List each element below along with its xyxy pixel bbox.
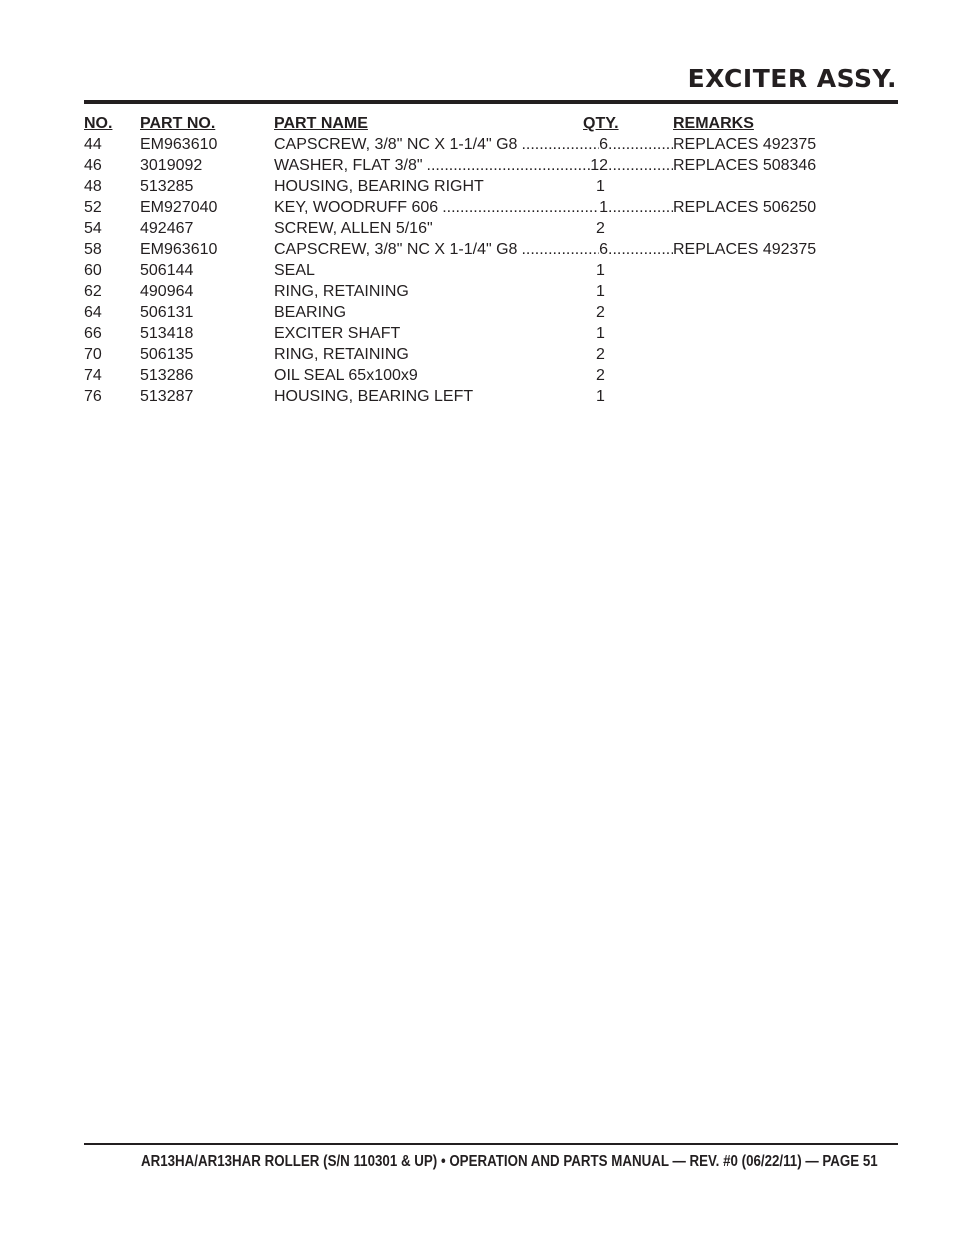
row-qty: 2: [596, 304, 605, 321]
row-part-no: 513286: [140, 367, 194, 384]
row-part-name: RING, RETAINING: [274, 346, 409, 363]
title-divider: [84, 100, 898, 104]
row-no: 76: [84, 388, 102, 405]
row-part-no: EM963610: [140, 136, 218, 153]
row-part-name: CAPSCREW, 3/8" NC X 1-1/4" G8: [274, 241, 518, 258]
row-no: 54: [84, 220, 102, 237]
row-qty: 1: [596, 262, 605, 279]
row-part-name: SEAL: [274, 262, 315, 279]
row-part-name: SCREW, ALLEN 5/16": [274, 220, 433, 237]
row-part-name: EXCITER SHAFT: [274, 325, 401, 342]
table-row: [84, 239, 844, 260]
table-row: [84, 281, 844, 302]
row-no: 48: [84, 178, 102, 195]
row-qty: 2: [596, 346, 605, 363]
row-part-name: HOUSING, BEARING RIGHT: [274, 178, 484, 195]
leader-dots: [517, 134, 599, 155]
row-part-name: WASHER, FLAT 3/8": [274, 157, 423, 174]
row-name-qty-leader: [274, 197, 673, 218]
table-row: [84, 386, 844, 407]
row-part-no: 490964: [140, 283, 194, 300]
table-row: [84, 218, 844, 239]
row-no: 44: [84, 136, 102, 153]
row-remarks: REPLACES 508346: [673, 157, 817, 174]
leader-dots: [423, 155, 591, 176]
row-part-no: 513287: [140, 388, 194, 405]
row-part-no: 506144: [140, 262, 194, 279]
row-no: 58: [84, 241, 102, 258]
parts-table: [84, 113, 844, 407]
table-row: [84, 365, 844, 386]
row-no: 52: [84, 199, 102, 216]
table-row: [84, 134, 844, 155]
leader-dots: [608, 155, 673, 176]
row-name-qty-leader: [274, 134, 673, 155]
row-qty: 1: [596, 178, 605, 195]
leader-dots: [438, 197, 599, 218]
row-qty: 6: [599, 136, 608, 153]
leader-dots: [608, 134, 673, 155]
row-qty: 2: [596, 220, 605, 237]
table-row: [84, 197, 844, 218]
row-no: 66: [84, 325, 102, 342]
row-part-name: HOUSING, BEARING LEFT: [274, 388, 474, 405]
row-no: 64: [84, 304, 102, 321]
footer-divider: [84, 1143, 898, 1145]
row-part-no: 513285: [140, 178, 194, 195]
table-header-row: [84, 113, 844, 134]
table-row: [84, 323, 844, 344]
footer-text: AR13HA/AR13HAR ROLLER (S/N 110301 & UP) • OPERATION AND PARTS MANUAL — REV. #0 (06/22/11) — PAGE 51: [141, 1153, 878, 1170]
column-header-no: NO.: [84, 115, 113, 132]
column-header-part-name: PART NAME: [274, 115, 368, 132]
row-remarks: REPLACES 492375: [673, 136, 817, 153]
row-remarks: REPLACES 506250: [673, 199, 817, 216]
row-qty: 2: [596, 367, 605, 384]
row-part-no: EM963610: [140, 241, 218, 258]
row-qty: 1: [599, 199, 608, 216]
row-remarks: REPLACES 492375: [673, 241, 817, 258]
row-part-no: 492467: [140, 220, 194, 237]
row-name-qty-leader: [274, 239, 673, 260]
row-part-no: 506131: [140, 304, 194, 321]
row-no: 60: [84, 262, 102, 279]
row-part-name: OIL SEAL 65x100x9: [274, 367, 418, 384]
row-part-no: 3019092: [140, 157, 203, 174]
row-part-name: BEARING: [274, 304, 347, 321]
row-qty: 6: [599, 241, 608, 258]
column-header-part-no: PART NO.: [140, 115, 216, 132]
row-part-name: KEY, WOODRUFF 606: [274, 199, 439, 216]
row-part-no: 506135: [140, 346, 194, 363]
leader-dots: [608, 197, 673, 218]
row-part-name: RING, RETAINING: [274, 283, 409, 300]
row-qty: 1: [596, 325, 605, 342]
leader-dots: [608, 239, 673, 260]
row-part-name: CAPSCREW, 3/8" NC X 1-1/4" G8: [274, 136, 518, 153]
row-qty: 1: [596, 388, 605, 405]
row-no: 74: [84, 367, 102, 384]
row-no: 46: [84, 157, 102, 174]
leader-dots: [517, 239, 599, 260]
row-no: 70: [84, 346, 102, 363]
table-body: [84, 134, 844, 407]
column-header-qty: QTY.: [583, 115, 619, 132]
table-row: [84, 155, 844, 176]
column-header-remarks: REMARKS: [673, 115, 754, 132]
row-qty: 12: [590, 157, 608, 174]
row-no: 62: [84, 283, 102, 300]
table-row: [84, 344, 844, 365]
table-row: [84, 260, 844, 281]
page-title: EXCITER ASSY.: [687, 64, 897, 93]
table-row: [84, 302, 844, 323]
row-part-no: EM927040: [140, 199, 218, 216]
row-qty: 1: [596, 283, 605, 300]
table-row: [84, 176, 844, 197]
row-name-qty-leader: [274, 155, 673, 176]
row-part-no: 513418: [140, 325, 194, 342]
